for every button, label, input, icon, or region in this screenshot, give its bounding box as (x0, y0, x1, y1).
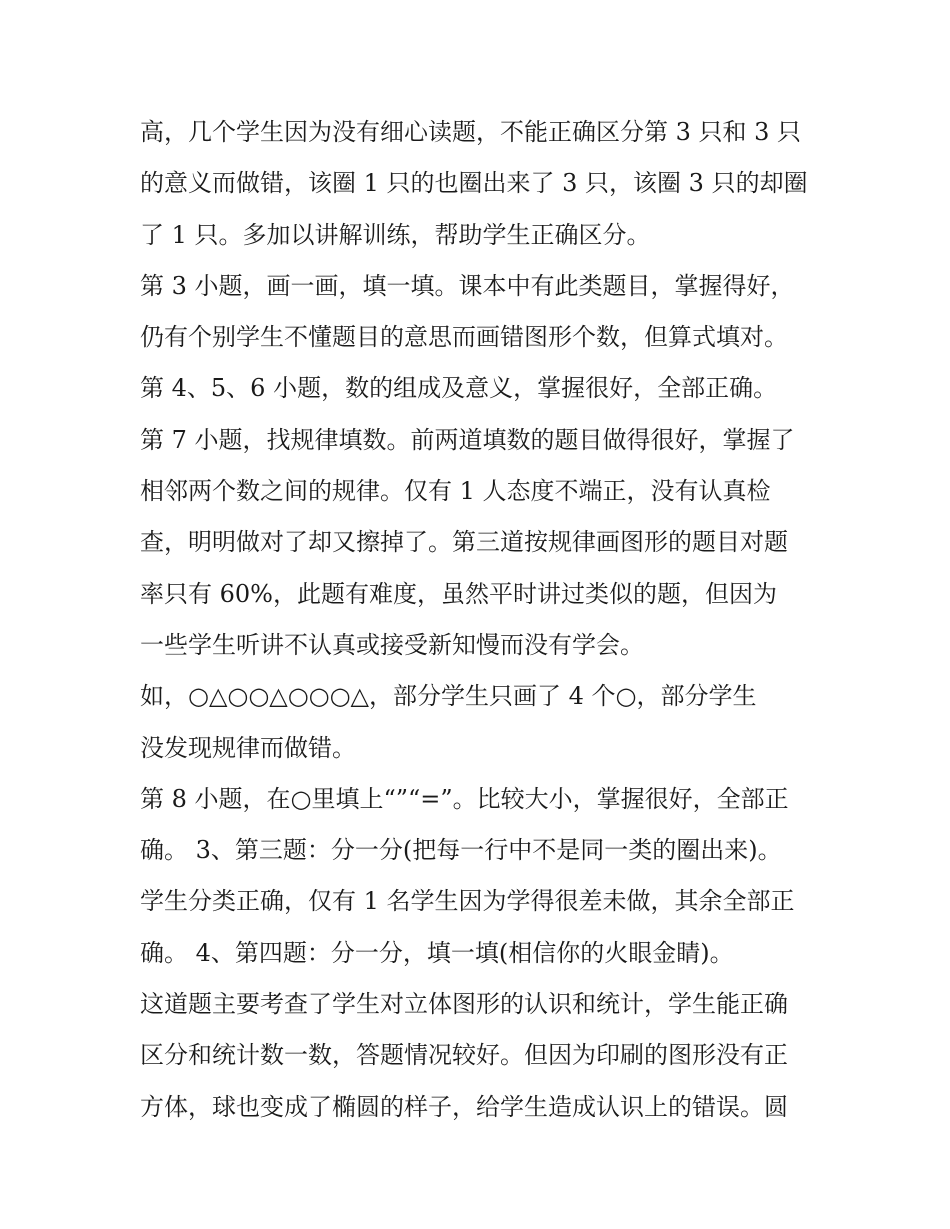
text-line-8: 相邻两个数之间的规律。仅有 1 人态度不端正，没有认真检 (140, 477, 771, 506)
text-line-1: 高，几个学生因为没有细心读题，不能正确区分第 3 只和 3 只 (140, 118, 802, 146)
text-line-5: 仍有个别学生不懂题目的意思而画错图形个数，但算式填对。 (140, 323, 788, 352)
text-line-12: 如，○△○○△○○○△，部分学生只画了 4 个○，部分学生 (140, 682, 757, 711)
text-line-7: 第 7 小题，找规律填数。前两道填数的题目做得很好，掌握了 (140, 425, 795, 454)
text-line-13: 没发现规律而做错。 (140, 733, 356, 762)
text-line-4: 第 3 小题，画一画，填一填。课本中有此类题目，掌握得好， (140, 271, 795, 300)
text-line-19: 区分和统计数一数，答题情况较好。但因为印刷的图形没有正 (140, 1041, 788, 1070)
text-line-15: 确。 3、第三题：分一分(把每一行中不是同一类的圈出来)。 (140, 836, 782, 865)
text-line-10: 率只有 60%，此题有难度，虽然平时讲过类似的题，但因为 (140, 579, 777, 608)
text-line-9: 查，明明做对了却又擦掉了。第三道按规律画图形的题目对题 (140, 528, 788, 557)
text-line-2: 的意义而做错，该圈 1 只的也圈出来了 3 只，该圈 3 只的却圈 (140, 169, 808, 198)
text-line-20: 方体，球也变成了椭圆的样子，给学生造成认识上的错误。圆 (140, 1092, 788, 1121)
text-line-18: 这道题主要考查了学生对立体图形的认识和统计，学生能正确 (140, 990, 788, 1019)
text-line-17: 确。 4、第四题：分一分，填一填(相信你的火眼金睛)。 (140, 938, 734, 967)
body-text (140, 107, 820, 1133)
text-line-14: 第 8 小题，在○里填上“”“=”。比较大小，掌握很好，全部正 (140, 784, 789, 813)
text-line-6: 第 4、5、6 小题，数的组成及意义，掌握很好，全部正确。 (140, 374, 778, 403)
text-line-11: 一些学生听讲不认真或接受新知慢而没有学会。 (140, 630, 644, 659)
text-line-3: 了 1 只。多加以讲解训练，帮助学生正确区分。 (140, 220, 651, 249)
text-line-16: 学生分类正确，仅有 1 名学生因为学得很差未做，其余全部正 (140, 887, 795, 916)
